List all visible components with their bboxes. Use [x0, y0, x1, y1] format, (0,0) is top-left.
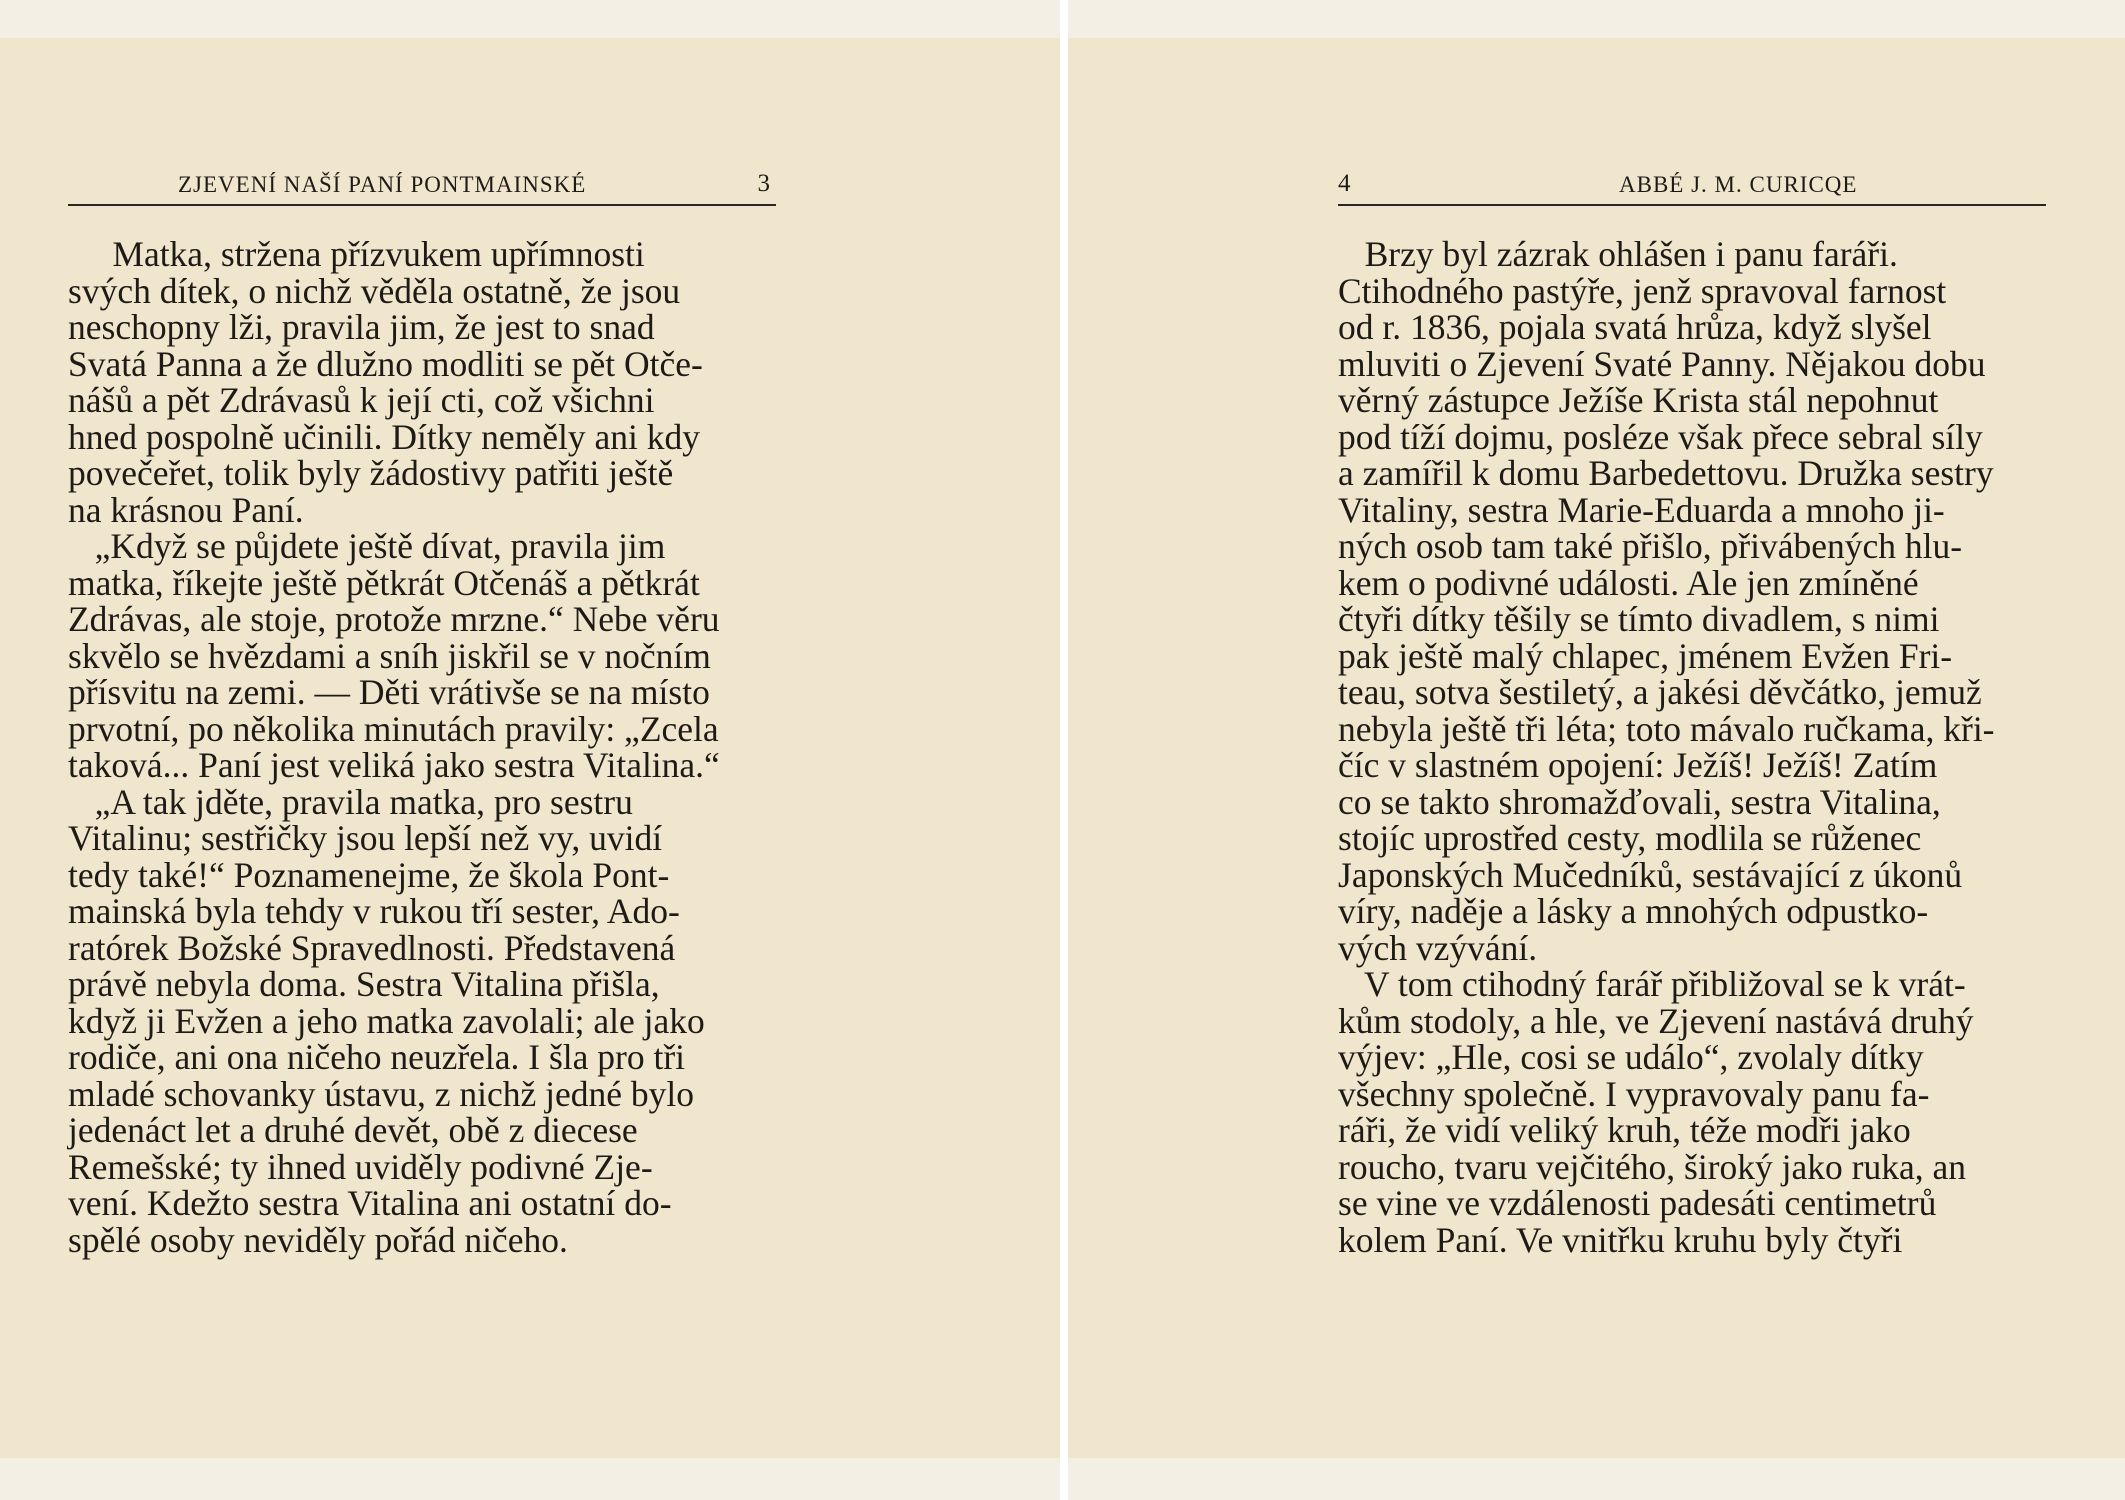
text-line: Svatá Panna a že dlužno modliti se pět Otče-	[68, 343, 703, 384]
text-line: Zdrávas, ale stoje, protože mrzne.“ Nebe věru	[68, 599, 720, 639]
text-line: Vitaliny, sestra Marie-Eduarda a mnoho ji-	[1338, 489, 1945, 530]
text-line: všechny společně. I vypravovaly panu fa-	[1338, 1073, 1930, 1114]
text-line: vení. Kdežto sestra Vitalina ani ostatní do-	[68, 1183, 672, 1223]
text-line: „Když se půjdete ještě dívat, pravila jim	[68, 526, 666, 566]
right-page	[1068, 38, 2125, 1458]
text-line: vých vzývání.	[1338, 927, 1538, 968]
right-page-header	[1338, 140, 2046, 206]
text-line: Remešské; ty ihned uviděly podivné Zje-	[68, 1146, 653, 1187]
text-line: kům stodoly, a hle, ve Zjevení nastává druhý	[1338, 1000, 1974, 1041]
text-line: nášů a pět Zdrávasů k její cti, což všichni	[68, 380, 655, 420]
text-line: se vine ve vzdálenosti padesáti centimetrů	[1338, 1183, 1937, 1223]
text-line: Ctihodného pastýře, jenž spravoval farnost	[1338, 270, 1947, 311]
left-page	[0, 38, 1060, 1458]
text-line: jedenáct let a druhé devět, obě z diecese	[68, 1110, 638, 1150]
text-line: svých dítek, o nichž věděla ostatně, že jsou	[68, 270, 681, 311]
text-line: stojíc uprostřed cesty, modlila se růženec	[1338, 818, 1922, 858]
running-title: ZJEVENÍ NAŠÍ PANÍ PONTMAINSKÉ	[178, 172, 587, 197]
text-line: když ji Evžen a jeho matka zavolali; ale jako	[68, 1000, 705, 1041]
text-line: skvělo se hvězdami a sníh jiskřil se v nočním	[68, 635, 711, 676]
text-line: pak ještě malý chlapec, jménem Evžen Fri-	[1338, 635, 1953, 676]
running-title: ABBÉ J. M. CURICQE	[1619, 172, 1858, 197]
text-line: hned pospolně učinili. Dítky neměly ani kdy	[68, 416, 700, 457]
text-line: „A tak jděte, pravila matka, pro sestru	[68, 781, 633, 822]
text-line: ných osob tam také přišlo, přivábených hlu-	[1338, 526, 1963, 566]
text-line: tedy také!“ Poznamenejme, že škola Pont-	[68, 854, 670, 895]
text-line: přísvitu na zemi. — Děti vrátivše se na místo	[68, 672, 710, 712]
text-line: čtyři dítky těšily se tímto divadlem, s nimi	[1338, 599, 1940, 639]
text-line: neschopny lži, pravila jim, že jest to snad	[68, 307, 655, 347]
text-line: od r. 1836, pojala svatá hrůza, když slyšel	[1338, 307, 1932, 347]
page-number: 3	[757, 170, 770, 197]
text-line: Vitalinu; sestřičky jsou lepší než vy, uvidí	[68, 818, 663, 858]
text-line: co se takto shromažďovali, sestra Vitalina,	[1338, 781, 1941, 822]
text-line: rodiče, ani ona ničeho neuzřela. I šla pro tři	[68, 1037, 686, 1077]
text-line: spělé osoby neviděly pořád ničeho.	[68, 1219, 568, 1260]
text-line: Brzy byl zázrak ohlášen i panu faráři.	[1338, 234, 1898, 274]
page-number: 4	[1338, 170, 1351, 197]
text-line: V tom ctihodný farář přibližoval se k vrát-	[1338, 964, 1966, 1004]
text-line: mluviti o Zjevení Svaté Panny. Nějakou dobu	[1338, 343, 1986, 384]
text-line: výjev: „Hle, cosi se událo“, zvolaly dítky	[1338, 1037, 1924, 1077]
text-line: právě nebyla doma. Sestra Vitalina přišla,	[68, 964, 660, 1004]
text-line: kolem Paní. Ve vnitřku kruhu byly čtyři	[1338, 1219, 1903, 1260]
text-line: pod tíží dojmu, posléze však přece sebral síly	[1338, 416, 1983, 457]
left-page-header	[68, 140, 776, 206]
text-line: roucho, tvaru vejčitého, široký jako ruka, an	[1338, 1146, 1966, 1187]
text-line: mladé schovanky ústavu, z nichž jedné bylo	[68, 1073, 694, 1114]
body-text	[1338, 236, 1995, 1258]
text-line: na krásnou Paní.	[68, 489, 304, 530]
text-line: prvotní, po několika minutách pravily: „Zcela	[68, 708, 719, 749]
text-line: teau, sotva šestiletý, a jakési děvčátko, jemuž	[1338, 672, 1982, 712]
text-line: a zamířil k domu Barbedettovu. Družka sestry	[1338, 453, 1994, 493]
text-line: víry, naděje a lásky a mnohých odpustko-	[1338, 891, 1929, 931]
book-gutter	[1060, 0, 1068, 1500]
text-line: číc v slastném opojení: Ježíš! Ježíš! Zatím	[1338, 745, 1938, 785]
text-line: taková... Paní jest veliká jako sestra Vitalina.“	[68, 745, 720, 785]
text-line: ratórek Božské Spravedlnosti. Představená	[68, 927, 676, 968]
text-line: ráři, že vidí veliký kruh, téže modři jako	[1338, 1110, 1911, 1150]
text-line: kem o podivné události. Ale jen zmíněné	[1338, 562, 1919, 603]
text-line: mainská byla tehdy v rukou tří sester, Ado-	[68, 891, 680, 931]
text-line: nebyla ještě tři léta; toto mávalo ručkama, kři-	[1338, 708, 1995, 749]
text-line: Matka, stržena přízvukem upřímnosti	[68, 234, 645, 274]
text-line: Japonských Mučedníků, sestávající z úkonů	[1338, 854, 1963, 895]
text-line: věrný zástupce Ježíše Krista stál nepohnut	[1338, 380, 1939, 420]
text-line: povečeřet, tolik byly žádostivy patřiti ještě	[68, 453, 674, 493]
body-text	[68, 236, 720, 1258]
text-line: matka, říkejte ještě pětkrát Otčenáš a pětkrát	[68, 562, 700, 603]
